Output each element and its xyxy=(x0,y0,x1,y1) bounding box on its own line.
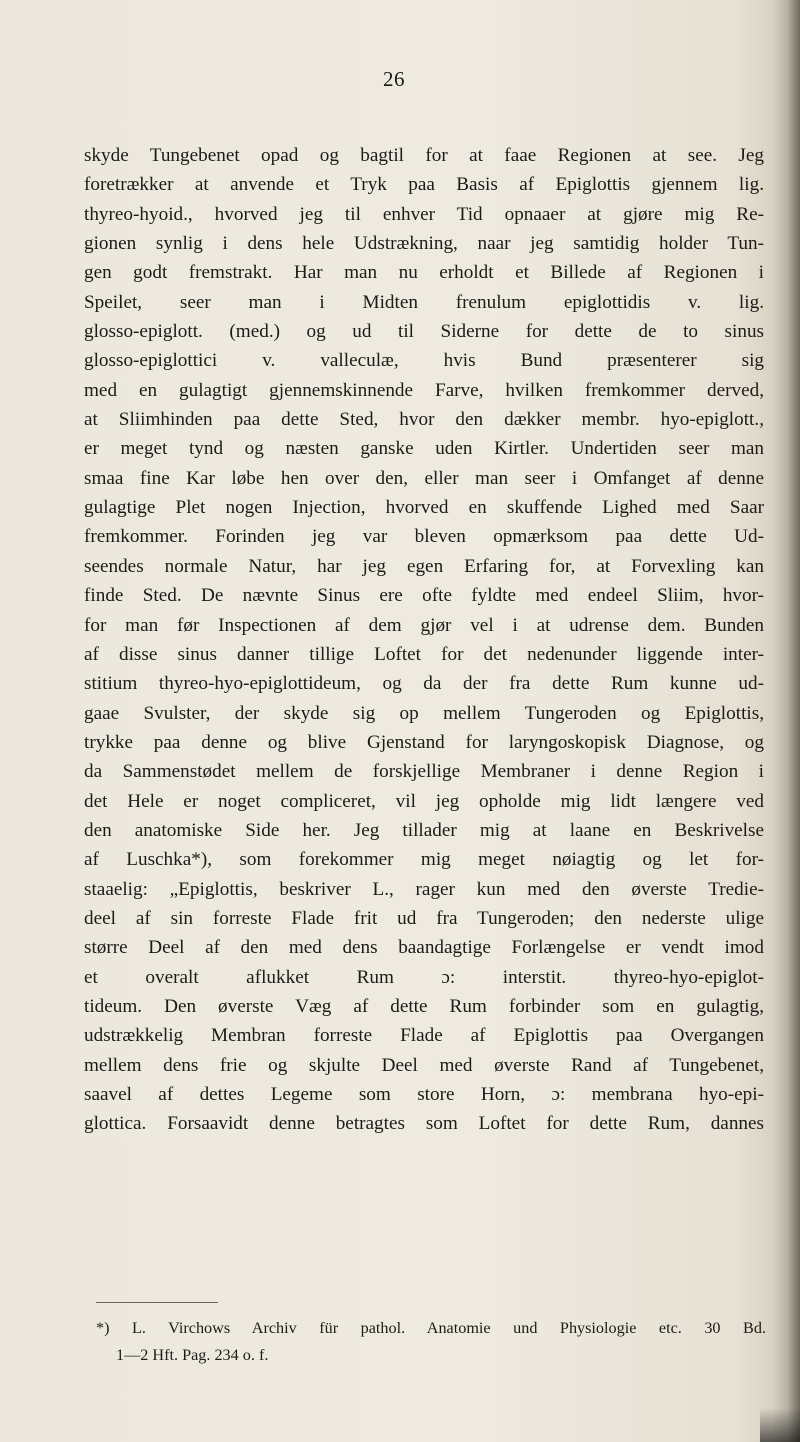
text-line: af Luschka*), som forekommer mig meget nøiagtig og let for- xyxy=(84,849,764,871)
text-line: glosso-epiglott. (med.) og ud til Siderne for dette de to sinus xyxy=(84,321,764,343)
text-line: staaelig: „Epiglottis, beskriver L., rager kun med den øverste Tredie- xyxy=(84,878,764,900)
text-line: gionen synlig i dens hele Udstrækning, naar jeg samtidig holder Tun- xyxy=(84,233,764,255)
text-line: af disse sinus danner tillige Loftet for det nedenunder liggende inter- xyxy=(84,643,764,665)
text-line: den anatomiske Side her. Jeg tillader mig at laane en Beskrivelse xyxy=(84,819,764,841)
text-line: saavel af dettes Legeme som store Horn, ɔ: membrana hyo-epi- xyxy=(84,1084,764,1105)
text-line: er meget tynd og næsten ganske uden Kirtler. Undertiden seer man xyxy=(84,438,764,460)
text-line: mellem dens frie og skjulte Deel med øverste Rand af Tungebenet, xyxy=(84,1054,764,1076)
text-line: foretrækker at anvende et Tryk paa Basis af Epiglottis gjennem lig. xyxy=(84,174,764,196)
text-line: gaae Svulster, der skyde sig op mellem Tungeroden og Epiglottis, xyxy=(84,702,764,724)
page-edge-shadow xyxy=(772,0,800,1442)
page-number: 26 xyxy=(383,67,405,91)
text-line: deel af sin forreste Flade frit ud fra Tungeroden; den nederste ulige xyxy=(84,907,764,929)
text-line: glosso-epiglottici v. valleculæ, hvis Bund præsenterer sig xyxy=(84,350,764,372)
text-line: da Sammenstødet mellem de forskjellige Membraner i denne Region i xyxy=(84,761,764,783)
footnote-line: 1—2 Hft. Pag. 234 o. f. xyxy=(116,1346,269,1364)
text-line: med en gulagtigt gjennemskinnende Farve, hvilken fremkommer derved, xyxy=(84,379,764,401)
text-line: trykke paa denne og blive Gjenstand for laryngoskopisk Diagnose, og xyxy=(84,731,764,753)
body-text xyxy=(84,141,764,1139)
text-line: smaa fine Kar løbe hen over den, eller man seer i Omfanget af denne xyxy=(84,467,764,489)
text-line: at Sliimhinden paa dette Sted, hvor den dækker membr. hyo-epiglott., xyxy=(84,409,764,431)
text-line: gen godt fremstrakt. Har man nu erholdt et Billede af Regionen i xyxy=(84,262,764,284)
text-line: udstrækkelig Membran forreste Flade af Epiglottis paa Overgangen xyxy=(84,1025,764,1047)
text-line: skyde Tungebenet opad og bagtil for at faae Regionen at see. Jeg xyxy=(84,145,764,166)
text-line: et overalt aflukket Rum ɔ: interstit. thyreo-hyo-epiglot- xyxy=(84,966,764,988)
text-line: stitium thyreo-hyo-epiglottideum, og da der fra dette Rum kunne ud- xyxy=(84,673,764,695)
text-line: Speilet, seer man i Midten frenulum epiglottidis v. lig. xyxy=(84,291,764,313)
text-line: glottica. Forsaavidt denne betragtes som Loftet for dette Rum, dannes xyxy=(84,1113,764,1135)
footnote-rule xyxy=(96,1302,218,1303)
page-corner-shadow xyxy=(760,1408,800,1442)
footnote xyxy=(96,1315,766,1369)
text-line: det Hele er noget compliceret, vil jeg opholde mig lidt længere ved xyxy=(84,790,764,812)
text-line: finde Sted. De nævnte Sinus ere ofte fyldte med endeel Sliim, hvor- xyxy=(84,585,764,607)
text-line: gulagtige Plet nogen Injection, hvorved en skuffende Lighed med Saar xyxy=(84,497,764,519)
text-line: tideum. Den øverste Væg af dette Rum forbinder som en gulagtig, xyxy=(84,995,764,1017)
text-line: thyreo-hyoid., hvorved jeg til enhver Tid opnaaer at gjøre mig Re- xyxy=(84,203,764,225)
footnote-line: *) L. Virchows Archiv für pathol. Anatomie und Physiologie etc. 30 Bd. xyxy=(96,1319,766,1337)
text-line: for man før Inspectionen af dem gjør vel i at udrense dem. Bunden xyxy=(84,614,764,636)
text-line: seendes normale Natur, har jeg egen Erfaring for, at Forvexling kan xyxy=(84,555,764,577)
text-line: større Deel af den med dens baandagtige Forlængelse er vendt imod xyxy=(84,937,764,959)
text-line: fremkommer. Forinden jeg var bleven opmærksom paa dette Ud- xyxy=(84,526,764,548)
